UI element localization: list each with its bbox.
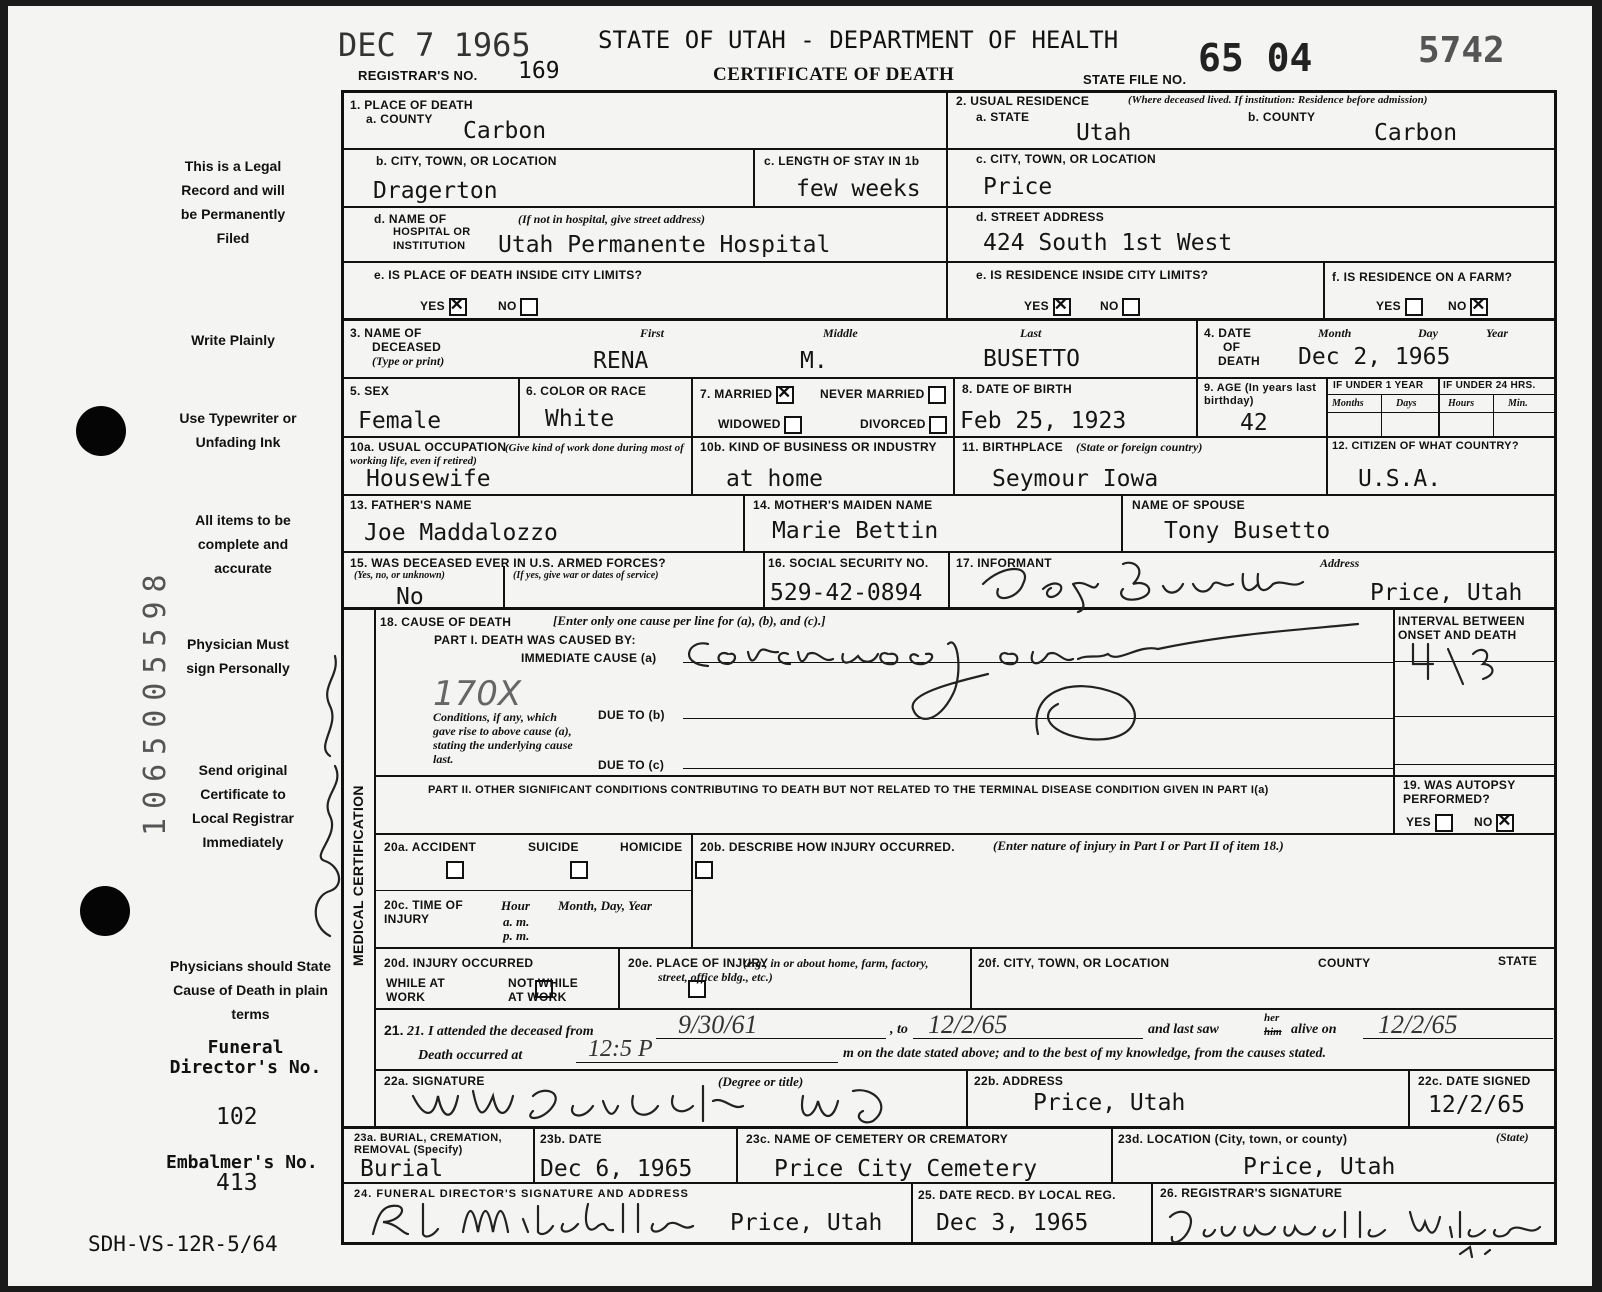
embalmer-no: 413 <box>216 1170 258 1196</box>
month-label: Month <box>1318 326 1352 340</box>
her-label: her <box>1264 1012 1280 1024</box>
last-saw-label: and last saw <box>1148 1022 1219 1037</box>
months-label: Months <box>1332 398 1364 409</box>
place-of-injury-label: 20e. PLACE OF INJURY <box>628 956 769 970</box>
death-city: Dragerton <box>373 178 498 204</box>
to-label: , to <box>890 1022 908 1037</box>
race-label: 6. COLOR OR RACE <box>526 384 647 398</box>
first-name-label: First <box>640 326 665 340</box>
death-date-label-2: OF <box>1223 340 1241 354</box>
part-2-label: PART II. OTHER SIGNIFICANT CONDITIONS CONTRIBUTING TO DEATH BUT NOT RELATED TO THE TERMINAL DISEASE CONDITION GIVEN IN PART I(a) <box>428 784 1269 796</box>
married-checkbox[interactable] <box>776 386 794 404</box>
icd-code: 170X <box>433 674 522 714</box>
burial-date-label: 23b. DATE <box>540 1132 602 1146</box>
injury-city-label: 20f. CITY, TOWN, OR LOCATION <box>978 956 1170 970</box>
farm-yes: YES <box>1376 298 1423 316</box>
informant-label: 17. INFORMANT <box>956 556 1052 570</box>
alive-on: 12/2/65 <box>1378 1010 1458 1039</box>
widowed-option: WIDOWED <box>718 416 802 434</box>
hours-label: Hours <box>1448 398 1475 409</box>
death-date-label-3: DEATH <box>1218 354 1260 368</box>
residence-county: Carbon <box>1374 120 1458 146</box>
injury-county-label: COUNTY <box>1318 956 1371 970</box>
spouse-name: Tony Busetto <box>1164 518 1331 544</box>
physician-signature-label: 22a. SIGNATURE <box>384 1074 485 1088</box>
mother-label: 14. MOTHER'S MAIDEN NAME <box>753 498 933 512</box>
describe-injury-note: (Enter nature of injury in Part I or Part II of item 18.) <box>993 838 1284 853</box>
residence-city-label: c. CITY, TOWN, OR LOCATION <box>976 152 1157 166</box>
residence-street-label: d. STREET ADDRESS <box>976 210 1105 224</box>
occupation-note: (Give kind of work done during most of working life, even if retired) <box>350 442 684 467</box>
social-security-number: 529-42-0894 <box>770 580 923 606</box>
cause-handwriting <box>668 614 1368 754</box>
birthplace: Seymour Iowa <box>992 466 1159 492</box>
hospital-name: Utah Permanente Hospital <box>498 232 831 258</box>
punch-hole-bottom <box>80 886 130 936</box>
autopsy-no-checkbox[interactable] <box>1496 814 1514 832</box>
never-married-checkbox[interactable] <box>928 386 946 404</box>
occurred-at: 12:5 P <box>588 1036 653 1062</box>
date-received-label: 25. DATE RECD. BY LOCAL REG. <box>918 1188 1116 1202</box>
death-city-label: b. CITY, TOWN, OR LOCATION <box>376 154 557 168</box>
state-file-label: STATE FILE NO. <box>1083 72 1187 87</box>
time-of-injury-label: 20c. TIME OF INJURY <box>384 898 463 926</box>
physician-signature <box>403 1076 923 1131</box>
deceased-last-name: BUSETTO <box>983 346 1080 372</box>
year-label: Year <box>1486 326 1508 340</box>
residence-state-label: a. STATE <box>976 110 1030 124</box>
armed-forces-note-2: (If yes, give war or dates of service) <box>513 570 659 581</box>
divorced-option: DIVORCED <box>860 416 947 434</box>
residence-city: Price <box>983 174 1053 200</box>
punch-hole-top <box>76 406 126 456</box>
state-file-part1: 65 04 <box>1198 36 1313 80</box>
form-id: SDH-VS-12R-5/64 <box>88 1232 278 1256</box>
death-inside-city-yes-checkbox[interactable] <box>449 298 467 316</box>
under-24-hrs-label: IF UNDER 24 HRS. <box>1443 380 1536 391</box>
never-married-option: NEVER MARRIED <box>820 386 946 404</box>
date-received: Dec 3, 1965 <box>936 1210 1089 1236</box>
registrar-signature-label: 26. REGISTRAR'S SIGNATURE <box>1160 1186 1343 1200</box>
while-at-work-label: WHILE AT WORK <box>386 976 446 1004</box>
due-to-c-label: DUE TO (c) <box>598 758 665 772</box>
cemetery: Price City Cemetery <box>774 1156 1038 1182</box>
date-of-death: Dec 2, 1965 <box>1298 344 1451 370</box>
mdy-label: Month, Day, Year <box>558 898 652 913</box>
registrar-no-label: REGISTRAR'S NO. <box>358 68 478 83</box>
cause-of-death-label: 18. CAUSE OF DEATH <box>380 615 512 629</box>
death-date-label-1: 4. DATE <box>1204 326 1252 340</box>
date-signed-label: 22c. DATE SIGNED <box>1418 1074 1531 1088</box>
armed-forces: No <box>396 584 424 610</box>
date-signed: 12/2/65 <box>1428 1092 1525 1118</box>
autopsy-yes-checkbox[interactable] <box>1435 814 1453 832</box>
residence-inside-city-yes-checkbox[interactable] <box>1053 298 1071 316</box>
date-of-birth: Feb 25, 1923 <box>960 408 1127 434</box>
min-label: Min. <box>1508 398 1528 409</box>
ssn-label: 16. SOCIAL SECURITY NO. <box>768 556 929 570</box>
residence-inside-city-no: NO <box>1100 298 1140 316</box>
hospital-note: (If not in hospital, give street address) <box>518 212 706 226</box>
part-1-label: PART I. DEATH WAS CAUSED BY: <box>434 633 636 647</box>
sidebar-write-plainly: Write Plainly <box>191 332 275 348</box>
under-1-year-label: IF UNDER 1 YEAR <box>1333 380 1424 391</box>
residence-note: (Where deceased lived. If institution: Residence before admission) <box>1128 94 1428 106</box>
medical-certification-label: MEDICAL CERTIFICATION <box>350 785 366 966</box>
registrar-signature <box>1160 1202 1550 1262</box>
married-option: 7. MARRIED ✕ <box>700 386 794 404</box>
mother-name: Marie Bettin <box>772 518 939 544</box>
sidebar-complete: All items to be complete and accurate <box>195 512 291 576</box>
father-label: 13. FATHER'S NAME <box>350 498 472 512</box>
death-inside-city-label: e. IS PLACE OF DEATH INSIDE CITY LIMITS? <box>374 268 643 282</box>
burial: Burial <box>360 1156 444 1182</box>
death-inside-city-no-checkbox[interactable] <box>520 298 538 316</box>
injury-state-label: STATE <box>1498 954 1538 968</box>
degree-label: (Degree or title) <box>718 1074 804 1089</box>
place-of-injury-note: (e.g., in or about home, farm, factory, street, office bldg., etc.) <box>658 956 929 984</box>
sidebar-physician-sign: Physician Must sign Personally <box>186 636 290 676</box>
cause-of-death-note: [Enter only one cause per line for (a), (b), and (c).] <box>553 613 826 628</box>
margin-serial-number: 1065005598 <box>138 565 173 836</box>
funeral-director-no-label: Funeral Director's No. <box>169 1037 322 1078</box>
middle-name-label: Middle <box>823 326 858 340</box>
citizen-label: 12. CITIZEN OF WHAT COUNTRY? <box>1332 440 1519 452</box>
occurred-at-label: Death occurred at <box>418 1048 523 1063</box>
suicide-label: SUICIDE <box>528 840 579 854</box>
death-county: Carbon <box>463 118 547 144</box>
registrar-no: 169 <box>518 58 560 84</box>
attended-label: 21. 21. I attended the deceased from <box>384 1022 594 1039</box>
attended-to: 12/2/65 <box>928 1010 1008 1039</box>
autopsy-label: 19. WAS AUTOPSY PERFORMED? <box>1403 778 1516 806</box>
days-label: Days <box>1396 398 1417 409</box>
alive-on-label: alive on <box>1291 1022 1337 1037</box>
burial-location: Price, Utah <box>1243 1154 1396 1180</box>
homicide-checkbox[interactable] <box>695 861 713 879</box>
him-label: him <box>1264 1026 1282 1038</box>
business: at home <box>726 466 823 492</box>
due-to-b-label: DUE TO (b) <box>598 708 665 722</box>
farm-label: f. IS RESIDENCE ON A FARM? <box>1332 270 1513 284</box>
occupation-label: 10a. USUAL OCCUPATION <box>350 440 507 454</box>
last-name-label: Last <box>1020 326 1042 340</box>
injury-occurred-label: 20d. INJURY OCCURRED <box>384 956 534 970</box>
stay-length-label: c. LENGTH OF STAY IN 1b <box>764 154 920 168</box>
funeral-director-address: Price, Utah <box>730 1210 883 1236</box>
deceased-name-label-2: DECEASED <box>372 340 442 354</box>
autopsy-yes: YES <box>1406 814 1453 832</box>
hospital-label-2: HOSPITAL OR <box>393 226 471 238</box>
age: 42 <box>1240 410 1268 436</box>
occurred-tail: m on the date stated above; and to the best of my knowledge, from the causes stated. <box>843 1046 1326 1061</box>
dob-label: 8. DATE OF BIRTH <box>962 382 1072 396</box>
sex: Female <box>358 408 442 434</box>
hour-label: Hour <box>501 898 530 913</box>
deceased-middle-name: M. <box>800 348 828 374</box>
farm-no-checkbox[interactable] <box>1470 298 1488 316</box>
physician-address-label: 22b. ADDRESS <box>974 1074 1064 1088</box>
accident-label: 20a. ACCIDENT <box>384 840 477 854</box>
interval-handwriting <box>1403 634 1533 694</box>
stamp-date: DEC 7 1965 <box>338 26 531 64</box>
age-label: 9. AGE (In years last birthday) <box>1204 382 1317 407</box>
death-inside-city-yes: YES ✕ <box>420 298 467 316</box>
am-label: a. m. <box>503 914 530 929</box>
cemetery-label: 23c. NAME OF CEMETERY OR CREMATORY <box>746 1132 1009 1146</box>
immediate-cause-label: IMMEDIATE CAUSE (a) <box>521 651 657 665</box>
residence-inside-city-label: e. IS RESIDENCE INSIDE CITY LIMITS? <box>976 268 1209 282</box>
burial-state-label: (State) <box>1496 1130 1529 1144</box>
burial-label: 23a. BURIAL, CREMATION, REMOVAL (Specify) <box>354 1132 502 1156</box>
funeral-director-signature <box>363 1194 703 1244</box>
occupation: Housewife <box>366 466 491 492</box>
physician-address: Price, Utah <box>1033 1090 1186 1116</box>
birthplace-note: (State or foreign country) <box>1076 440 1203 454</box>
funeral-director-no: 102 <box>216 1104 258 1130</box>
sidebar-typewriter: Use Typewriter or Unfading Ink <box>179 410 297 450</box>
autopsy-no: NO ✕ <box>1474 814 1514 832</box>
informant-address-label: Address <box>1320 556 1360 570</box>
spouse-label: NAME OF SPOUSE <box>1132 498 1245 512</box>
pm-label: p. m. <box>503 928 530 943</box>
death-county-label: a. COUNTY <box>366 112 433 126</box>
accident-checkbox[interactable] <box>446 861 464 879</box>
farm-yes-checkbox[interactable] <box>1405 298 1423 316</box>
informant-signature <box>973 554 1313 614</box>
citizen: U.S.A. <box>1358 466 1442 492</box>
business-label: 10b. KIND OF BUSINESS OR INDUSTRY <box>700 440 937 454</box>
farm-no: NO ✕ <box>1448 298 1488 316</box>
hospital-label-3: INSTITUTION <box>393 240 466 252</box>
homicide-label: HOMICIDE <box>620 840 683 854</box>
birthplace-label: 11. BIRTHPLACE <box>962 440 1063 454</box>
father-name: Joe Maddalozzo <box>364 520 558 546</box>
armed-forces-note-1: (Yes, no, or unknown) <box>354 570 445 581</box>
sex-label: 5. SEX <box>350 384 390 398</box>
residence-inside-city-no-checkbox[interactable] <box>1122 298 1140 316</box>
residence-street: 424 South 1st West <box>983 230 1233 256</box>
suicide-checkbox[interactable] <box>570 861 588 879</box>
funeral-director-label: 24. FUNERAL DIRECTOR'S SIGNATURE AND ADDRESS <box>354 1188 689 1200</box>
attended-from: 9/30/61 <box>678 1010 758 1039</box>
place-of-death-label: 1. PLACE OF DEATH <box>350 98 473 112</box>
sidebar-send-original: Send original Certificate to Local Registrar Immediately <box>192 762 294 850</box>
death-certificate <box>8 6 1592 1286</box>
residence-inside-city-yes: YES ✕ <box>1024 298 1071 316</box>
describe-injury-label: 20b. DESCRIBE HOW INJURY OCCURRED. <box>700 840 955 854</box>
residence-state: Utah <box>1076 120 1132 146</box>
residence-county-label: b. COUNTY <box>1248 110 1316 124</box>
deceased-name-label-1: 3. NAME OF <box>350 326 422 340</box>
widowed-checkbox[interactable] <box>784 416 802 434</box>
burial-location-label: 23d. LOCATION (City, town, or county) <box>1118 1132 1348 1146</box>
informant-address: Price, Utah <box>1370 580 1523 606</box>
armed-forces-label: 15. WAS DECEASED EVER IN U.S. ARMED FORCES? <box>350 556 666 570</box>
death-inside-city-no: NO <box>498 298 538 316</box>
burial-date: Dec 6, 1965 <box>540 1156 693 1182</box>
interval-label: INTERVAL BETWEEN ONSET AND DEATH <box>1398 614 1525 642</box>
race: White <box>545 406 615 432</box>
hospital-label-1: d. NAME OF <box>374 212 447 226</box>
deceased-first-name: RENA <box>593 348 649 374</box>
divorced-checkbox[interactable] <box>929 416 947 434</box>
stay-length: few weeks <box>796 176 921 202</box>
deceased-name-label-3: (Type or print) <box>372 354 445 368</box>
sidebar-legal: This is a Legal Record and will be Permanently Filed <box>180 158 286 246</box>
conditions-note: Conditions, if any, which gave rise to above cause (a), stating the underlying cause last. <box>433 710 573 766</box>
state-file-part2: 5742 <box>1418 30 1505 71</box>
certificate-title: CERTIFICATE OF DEATH <box>713 64 955 85</box>
sidebar-physicians-should: Physicians should State Cause of Death in plain terms <box>169 958 332 1022</box>
embalmer-no-label: Embalmer's No. <box>166 1152 318 1173</box>
agency-name: STATE OF UTAH - DEPARTMENT OF HEALTH <box>598 26 1119 54</box>
day-label: Day <box>1418 326 1438 340</box>
not-while-at-work-label: NOT WHILE AT WORK <box>508 976 579 1004</box>
residence-label: 2. USUAL RESIDENCE <box>956 94 1090 108</box>
